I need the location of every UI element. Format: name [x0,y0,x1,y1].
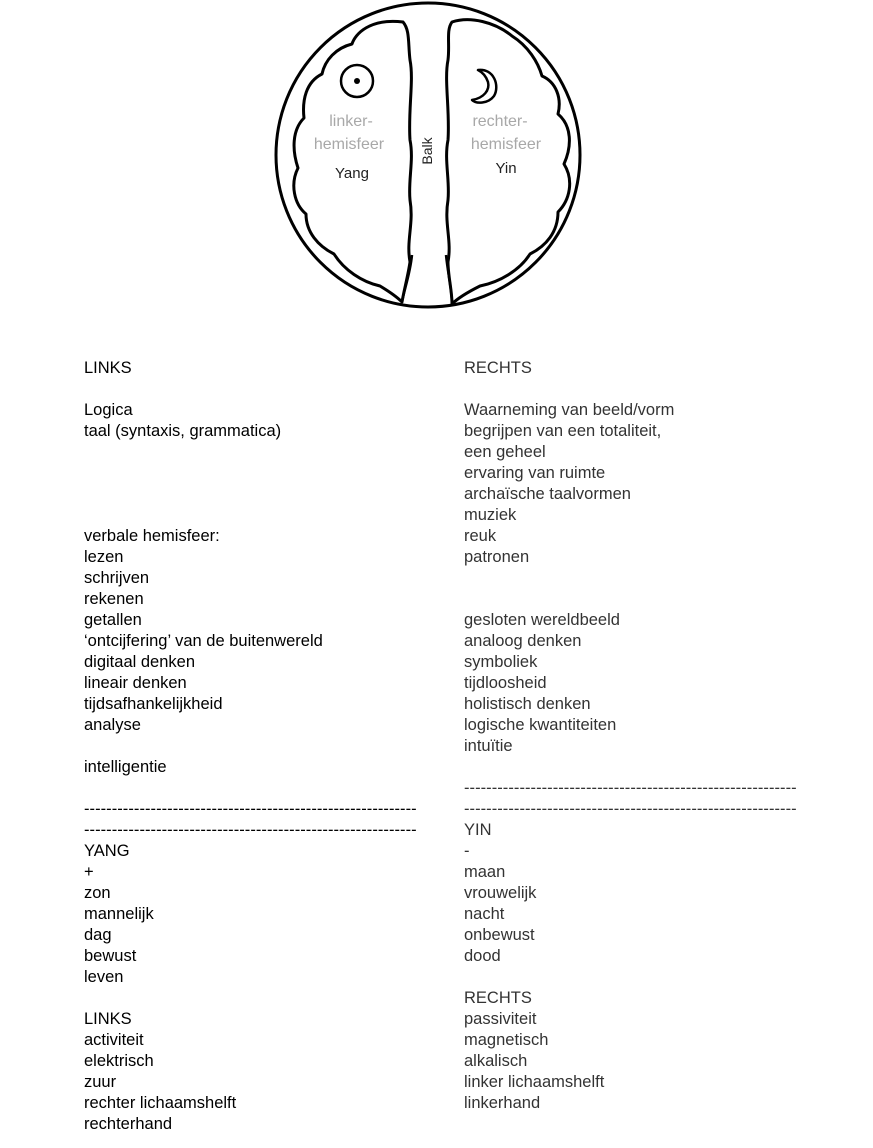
left-column-line: schrijven [84,569,150,587]
left-column-line: rekenen [84,590,144,608]
right-column-line: tijdloosheid [464,674,547,692]
left-column-line: analyse [84,716,141,734]
right-column-line: patronen [464,548,530,566]
left-column-line: rechterhand [84,1115,173,1133]
left-column-line: mannelijk [84,905,154,923]
right-column-line: muziek [464,506,517,524]
right-column-line: YIN [464,821,492,839]
right-column-line: symboliek [464,653,538,671]
center-label-balk: Balk [419,137,435,165]
left-label-3: Yang [335,165,369,182]
left-label-2: hemisfeer [313,136,385,153]
left-column-line: Logica [84,401,133,419]
right-column-line: begrijpen van een totaliteit, [464,422,662,440]
left-column-line: zuur [84,1073,117,1091]
right-column-line: alkalisch [464,1052,528,1070]
right-column-line: passiviteit [464,1010,537,1028]
right-column-line: reuk [464,527,497,545]
right-column-line: gesloten wereldbeeld [464,611,620,629]
left-column-line: rechter lichaamshelft [84,1094,237,1112]
left-column-line: leven [84,968,124,986]
left-column-line: verbale hemisfeer: [84,527,220,545]
left-column-line: getallen [84,611,142,629]
left-column-line: ‘ontcijfering’ van de buitenwereld [84,632,323,650]
right-column-line: RECHTS [464,359,532,377]
left-column-line: YANG [84,842,130,860]
right-column-line: onbewust [464,926,535,944]
right-label-1: rechter- [472,113,528,130]
left-column-line: zon [84,884,111,902]
left-column-line: lineair denken [84,674,187,692]
left-column-line: lezen [84,548,124,566]
left-column-line: intelligentie [84,758,167,776]
right-column-line: magnetisch [464,1031,549,1049]
left-column-line: activiteit [84,1031,144,1049]
right-column-line: dood [464,947,501,965]
right-column-line: RECHTS [464,989,532,1007]
left-column-line: + [84,863,94,881]
left-column-line: taal (syntaxis, grammatica) [84,422,282,440]
right-column-line: analoog denken [464,632,582,650]
right-column-line: ervaring van ruimte [464,464,606,482]
right-column-line: nacht [464,905,505,923]
right-column-line: archaïsche taalvormen [464,485,631,503]
left-column-line: ------------------------------------------------------------ [84,800,417,818]
left-column-line: elektrisch [84,1052,154,1070]
right-column-line: intuïtie [464,737,513,755]
right-column-line: maan [464,863,506,881]
right-column-line: ------------------------------------------------------------ [464,779,797,797]
left-column-line: bewust [84,947,137,965]
left-column-line: LINKS [84,359,132,377]
left-column-line: LINKS [84,1010,132,1028]
left-column-line: tijdsafhankelijkheid [84,695,223,713]
right-column-line: Waarneming van beeld/vorm [464,401,675,419]
left-column-line: dag [84,926,112,944]
right-column-line: linker lichaamshelft [464,1073,605,1091]
right-label-3: Yin [495,160,517,177]
right-column-line: holistisch denken [464,695,591,713]
left-column-line: ------------------------------------------------------------ [84,821,417,839]
left-column-line: digitaal denken [84,653,196,671]
right-column-line: ------------------------------------------------------------ [464,800,797,818]
right-column-line: logische kwantiteiten [464,716,617,734]
left-label-1: linker- [329,113,373,130]
right-column-line: een geheel [464,443,546,461]
right-column-line: vrouwelijk [464,884,537,902]
right-column-line: linkerhand [464,1094,541,1112]
right-label-2: hemisfeer [470,136,542,153]
right-column-line: - [464,842,470,860]
